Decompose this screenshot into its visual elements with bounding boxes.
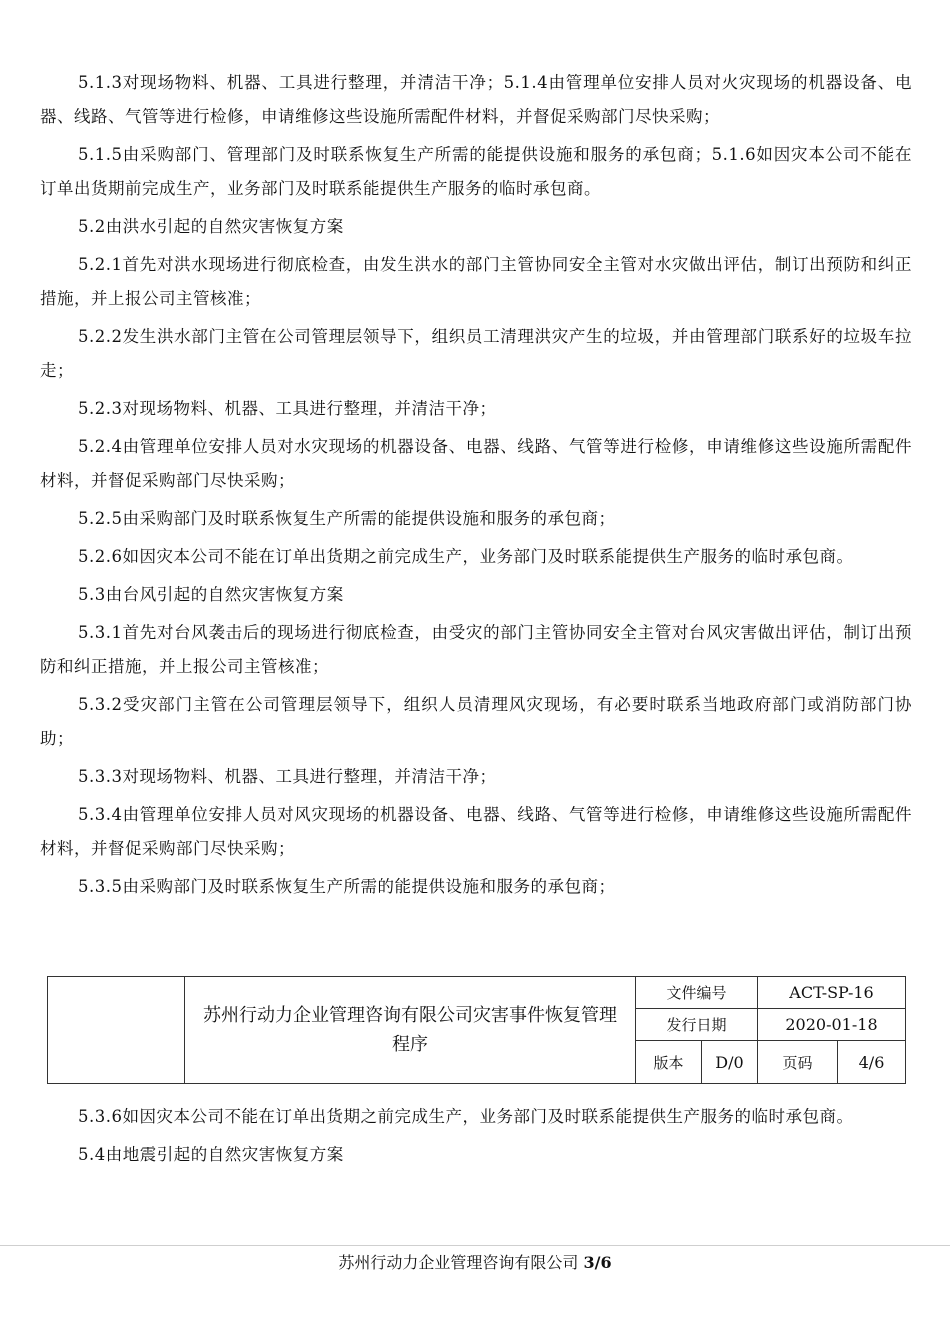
page-value: 4/6 [858, 1052, 885, 1072]
paragraph: 5.1.5由采购部门、管理部门及时联系恢复生产所需的能提供设施和服务的承包商；5.1.6如因灾本公司不能在订单出货期前完成生产，业务部门及时联系能提供生产服务的临时承包商。 [40, 145, 912, 198]
paragraph: 5.1.3对现场物料、机器、工具进行整理，并清洁干净；5.1.4由管理单位安排人员对火灾现场的机器设备、电器、线路、气管等进行检修，申请维修这些设施所需配件材料，并督促采购部门尽快采购； [40, 73, 912, 126]
document-title: 苏州行动力企业管理咨询有限公司灾害事件恢复管理程序 [185, 977, 636, 1083]
meta-block [636, 977, 905, 1083]
doc-no-label: 文件编号 [636, 977, 758, 1008]
footer-company: 苏州行动力企业管理咨询有限公司 [338, 1253, 579, 1272]
paragraph: 5.3.1首先对台风袭击后的现场进行彻底检查，由受灾的部门主管协同安全主管对台风灾害做出评估，制订出预防和纠正措施，并上报公司主管核准； [40, 623, 912, 676]
date-value: 2020-01-18 [785, 1015, 878, 1034]
footer-divider [0, 1245, 950, 1246]
paragraph: 5.2.2发生洪水部门主管在公司管理层领导下，组织员工清理洪灾产生的垃圾，并由管理部门联系好的垃圾车拉走； [40, 327, 912, 380]
document-header-table [47, 976, 906, 1084]
paragraph: 5.3.6如因灾本公司不能在订单出货期之前完成生产，业务部门及时联系能提供生产服务的临时承包商。 [78, 1107, 854, 1126]
paragraph: 5.2.3对现场物料、机器、工具进行整理，并清洁干净； [78, 399, 497, 418]
paragraph: 5.3.5由采购部门及时联系恢复生产所需的能提供设施和服务的承包商； [78, 877, 616, 896]
logo-cell [48, 977, 185, 1083]
doc-no-value: ACT-SP-16 [789, 983, 874, 1002]
section-heading: 5.3由台风引起的自然灾害恢复方案 [78, 585, 344, 604]
paragraph: 5.3.3对现场物料、机器、工具进行整理，并清洁干净； [78, 767, 497, 786]
meta-row-version [636, 1041, 905, 1083]
version-value: D/0 [702, 1041, 758, 1083]
paragraph: 5.2.1首先对洪水现场进行彻底检查，由发生洪水的部门主管协同安全主管对水灾做出评估，制订出预防和纠正措施，并上报公司主管核准； [40, 255, 912, 308]
meta-row-doc-no [636, 977, 905, 1009]
footer-page-number: 3/6 [583, 1253, 612, 1272]
date-label: 发行日期 [636, 1009, 758, 1040]
paragraph: 5.2.4由管理单位安排人员对水灾现场的机器设备、电器、线路、气管等进行检修，申请维修这些设施所需配件材料，并督促采购部门尽快采购； [40, 437, 912, 490]
paragraph: 5.2.6如因灾本公司不能在订单出货期之前完成生产，业务部门及时联系能提供生产服务的临时承包商。 [78, 547, 854, 566]
version-label: 版本 [636, 1041, 702, 1083]
document-body-bottom [40, 1100, 912, 1176]
document-body-top [40, 66, 912, 908]
section-heading: 5.2由洪水引起的自然灾害恢复方案 [78, 217, 344, 236]
page-label: 页码 [758, 1041, 838, 1083]
section-heading: 5.4由地震引起的自然灾害恢复方案 [78, 1145, 344, 1164]
paragraph: 5.3.4由管理单位安排人员对风灾现场的机器设备、电器、线路、气管等进行检修，申请维修这些设施所需配件材料，并督促采购部门尽快采购； [40, 805, 912, 858]
paragraph: 5.3.2受灾部门主管在公司管理层领导下，组织人员清理风灾现场，有必要时联系当地政府部门或消防部门协助； [40, 695, 912, 748]
meta-row-date [636, 1009, 905, 1041]
paragraph: 5.2.5由采购部门及时联系恢复生产所需的能提供设施和服务的承包商； [78, 509, 616, 528]
page-footer [0, 1250, 950, 1276]
